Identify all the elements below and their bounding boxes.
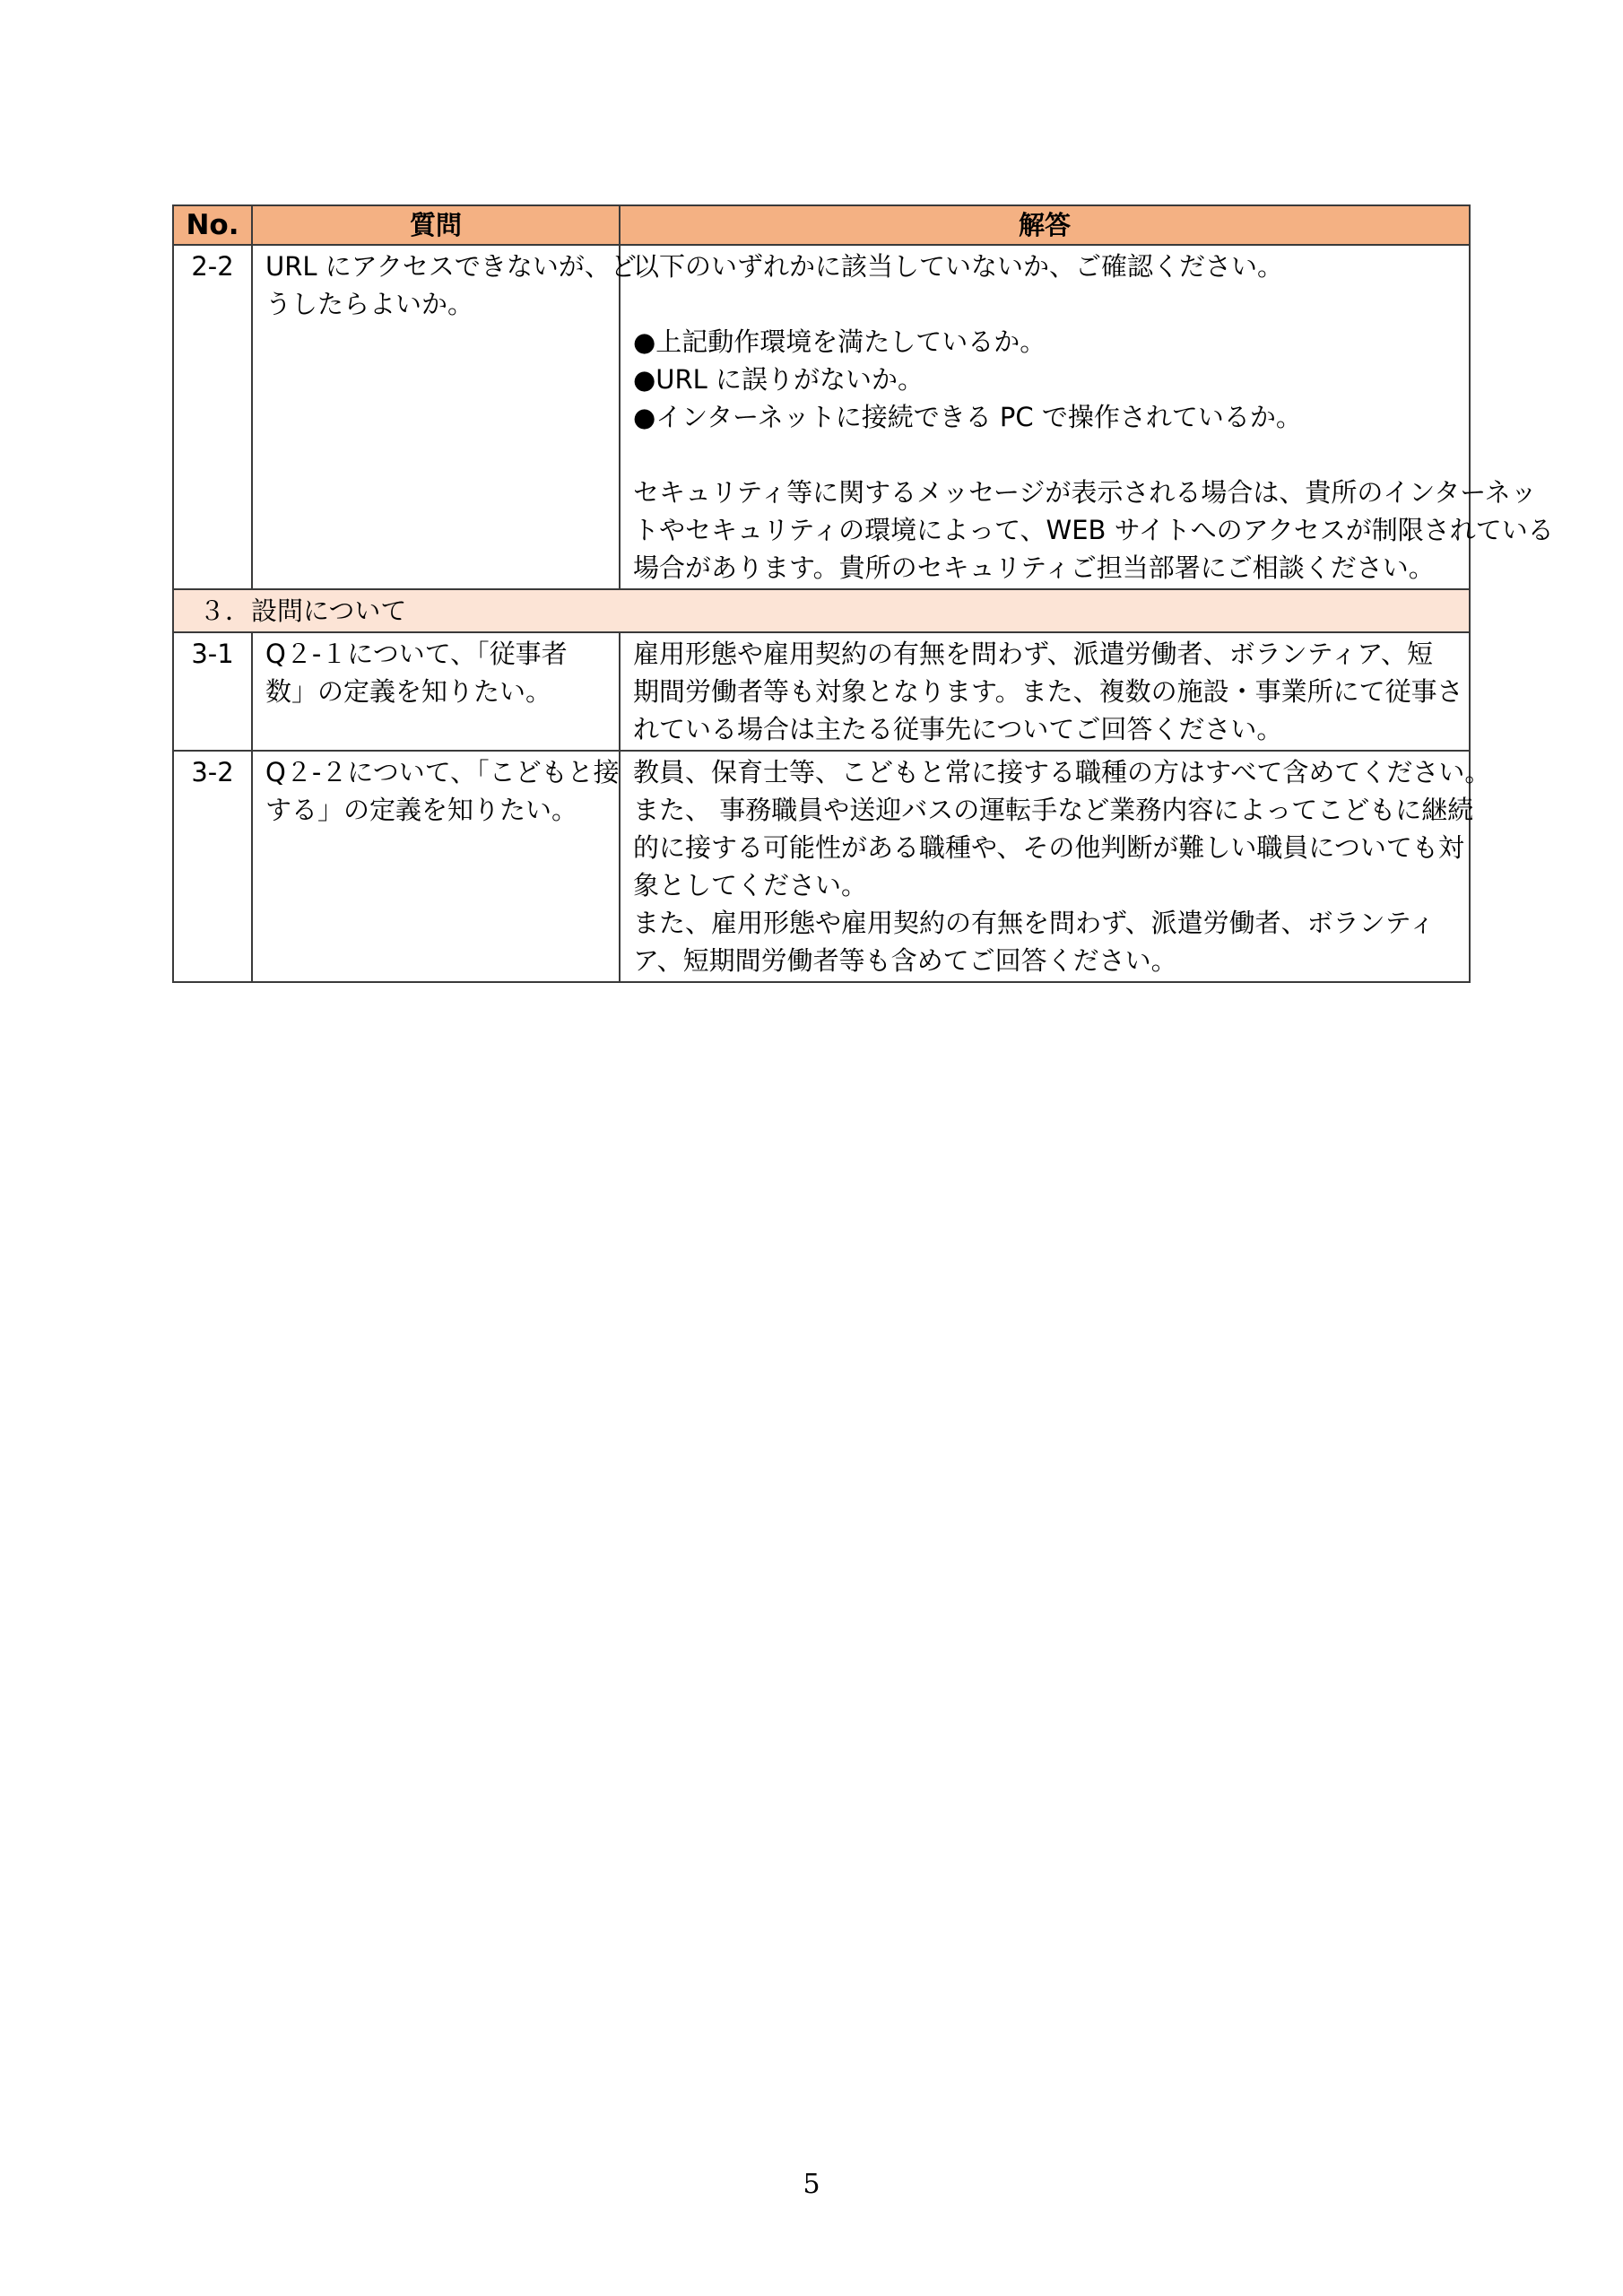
answer-line: 以下のいずれかに該当していないか、ご確認ください。 [633, 251, 1284, 282]
question-line: 数」の定義を知りたい。 [265, 676, 552, 707]
answer-line: ア、短期間労働者等も含めてご回答ください。 [633, 945, 1177, 976]
bullet-item: ●URL に誤りがないか。 [633, 364, 924, 395]
row-number: 3-2 [173, 751, 252, 982]
section-row [173, 589, 1470, 632]
row-number: 2-2 [173, 245, 252, 589]
table-row [173, 632, 1470, 751]
bullet-item: ●インターネットに接続できる PC で操作されているか。 [633, 402, 1302, 432]
row-number: 3-1 [173, 632, 252, 751]
question-cell [252, 632, 620, 751]
answer-cell [620, 632, 1470, 751]
spacer [633, 285, 1456, 323]
answer-line: 象としてください。 [633, 870, 868, 900]
table-row [173, 245, 1470, 589]
page-number: 5 [803, 2169, 820, 2200]
answer-line: れている場合は主たる従事先についてご回答ください。 [633, 714, 1283, 744]
bullet-item: ●上記動作環境を満たしているか。 [633, 326, 1046, 357]
answer-line: 教員、保育士等、こどもと常に接する職種の方はすべて含めてください。 [633, 757, 1491, 787]
answer-line: 雇用形態や雇用契約の有無を問わず、派遣労働者、ボランティア、短 [633, 639, 1434, 669]
answer-line: 場合があります。貴所のセキュリティご担当部署にご相談ください。 [633, 552, 1435, 583]
answer-cell [620, 751, 1491, 982]
header-no: No. [173, 205, 252, 245]
answer-line: トやセキュリティの環境によって、WEB サイトへのアクセスが制限されている [633, 515, 1554, 545]
answer-cell [620, 245, 1554, 589]
section-title: ３．設問について [173, 589, 1470, 632]
table-row [173, 751, 1470, 982]
question-line: Q２-２について、「こどもと接 [265, 757, 620, 787]
faq-table [172, 204, 1554, 983]
question-line: Q２-１について、「従事者 [265, 639, 568, 669]
answer-line: 的に接する可能性がある職種や、その他判断が難しい職員についても対 [633, 832, 1464, 863]
answer-line: 期間労働者等も対象となります。また、複数の施設・事業所にて従事さ [633, 676, 1463, 707]
question-cell [252, 245, 637, 589]
answer-line: また、雇用形態や雇用契約の有無を問わず、派遣労働者、ボランティ [633, 908, 1436, 938]
answer-line: また、 事務職員や送迎バスの運転手など業務内容によってこどもに継続 [633, 795, 1474, 825]
header-answer: 解答 [620, 205, 1470, 245]
table-header-row [173, 205, 1470, 245]
question-line: うしたらよいか。 [265, 289, 474, 319]
answer-line: セキュリティ等に関するメッセージが表示される場合は、貴所のインターネッ [633, 477, 1537, 508]
spacer [633, 436, 1456, 474]
question-line: する」の定義を知りたい。 [265, 795, 578, 825]
question-line: URL にアクセスできないが、ど [265, 251, 637, 282]
header-question: 質問 [252, 205, 620, 245]
question-cell [252, 751, 620, 982]
